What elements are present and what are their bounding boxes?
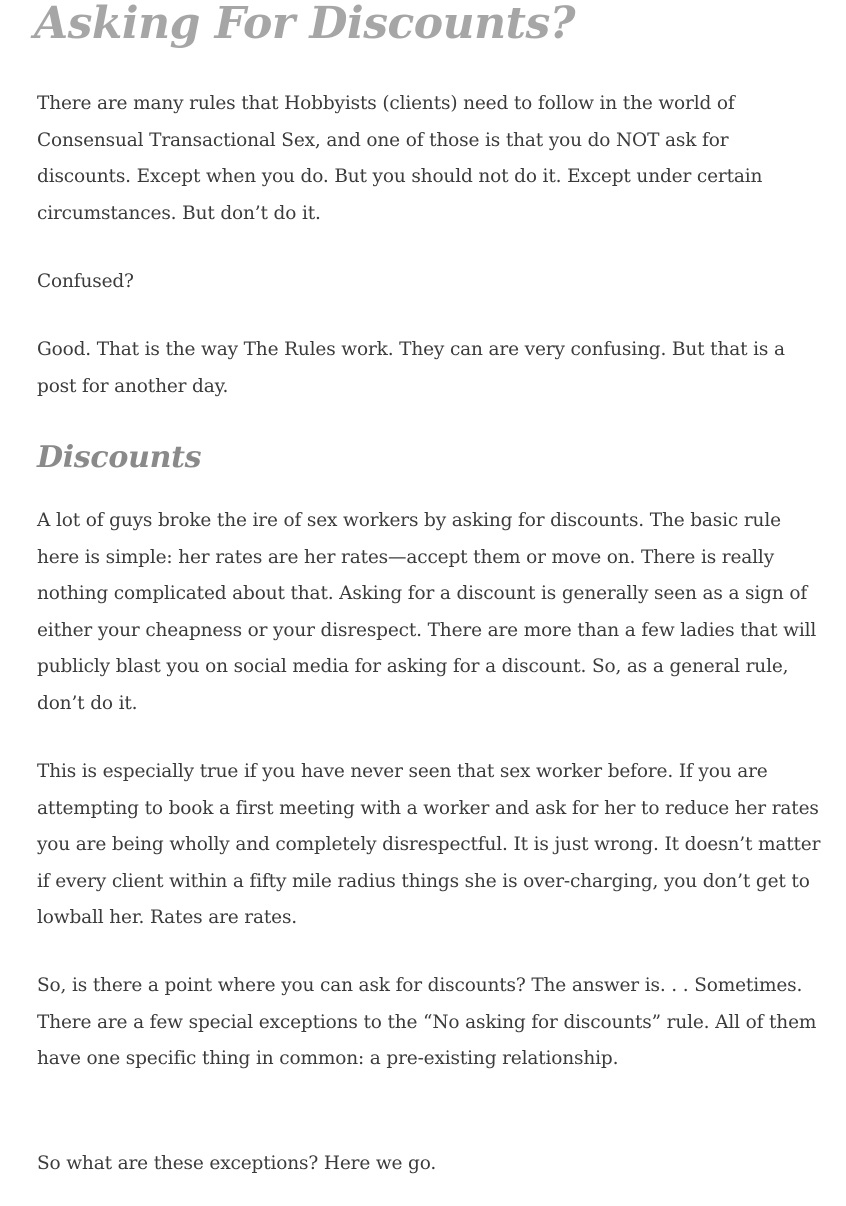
section-heading-discounts: Discounts — [37, 440, 202, 475]
page-title: Asking For Discounts? — [34, 0, 576, 49]
confused-paragraph: Confused? — [37, 271, 134, 292]
intro-paragraph: There are many rules that Hobbyists (clients) need to follow in the world of Consensual Transactional Sex, and one of those is that you do NOT ask for discounts. Except when you do. But you should not do it. Except under certain circumstances. But don’t do it. — [37, 93, 763, 224]
discounts-paragraph-3: So, is there a point where you can ask for discounts? The answer is. . . Sometimes. There are a few special exceptions to the “No asking for discounts” rule. All of them have one specific thing in common: a pre-existing relationship. — [37, 975, 817, 1070]
closing-paragraph: So what are these exceptions? Here we go. — [37, 1153, 437, 1174]
good-paragraph: Good. That is the way The Rules work. They can are very confusing. But that is a post for another day. — [37, 339, 785, 397]
discounts-paragraph-2: This is especially true if you have never seen that sex worker before. If you are attempting to book a first meeting with a worker and ask for her to reduce her rates you are being wholly and completely disrespectful. It is just wrong. It doesn’t matter if every client within a fifty mile radius things she is over-charging, you don’t get to lowball her. Rates are rates. — [37, 761, 821, 929]
discounts-paragraph-1: A lot of guys broke the ire of sex workers by asking for discounts. The basic rule here is simple: her rates are her rates—accept them or move on. There is really nothing complicated about that. Asking for a discount is generally seen as a sign of either your cheapness or your disrespect. There are more than a few ladies that will publicly blast you on social media for asking for a discount. So, as a general rule, don’t do it. — [37, 510, 817, 714]
